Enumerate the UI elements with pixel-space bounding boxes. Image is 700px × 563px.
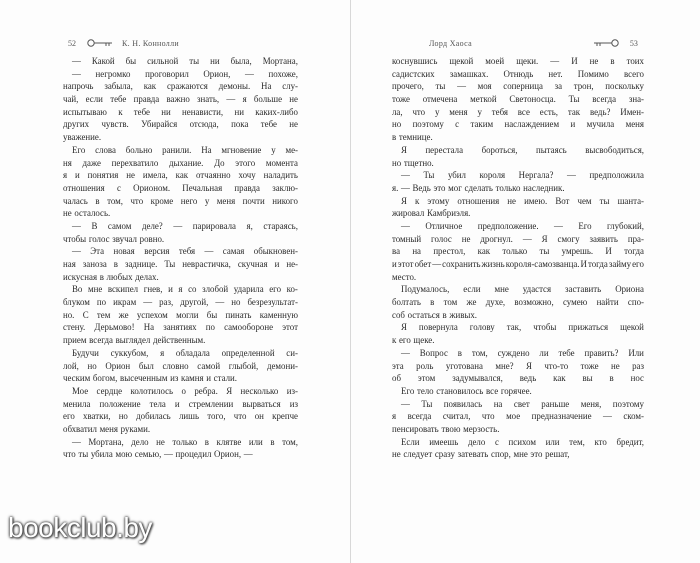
text-line: об этом задумывался, ведь как вы в нос — [392, 373, 644, 384]
text-line: но. С тем же успехом могли бы пинать каменную — [63, 309, 298, 320]
text-line: коснувшись щекой моей щеки. — И не в тоих — [392, 56, 644, 66]
text-line: что ты убила мою семью, — процедил Орион, — — [63, 449, 253, 460]
text-line: томный голос не дрогнул. — Я смогу заявить пра- — [392, 233, 644, 244]
text-line: Я к этому отношения не имею. Вот чем ты шанта- — [401, 195, 644, 206]
text-line: напрочь забыла, как сражаются демоны. На слу- — [63, 81, 298, 92]
text-line: Я перестала бороться, пытаясь высвободиться, — [401, 144, 644, 155]
text-line: — Мортана, дело не только в клятве или в том, — [72, 436, 298, 447]
text-line: я всегда считал, что мое предназначение — ском- — [392, 411, 644, 422]
text-line: его хватки, но добилась лишь того, что он крепче — [63, 411, 298, 422]
text-line: — негромко проговорил Орион, — похоже, — [72, 68, 298, 79]
text-line: ва на престол, как только ты умрешь. И тогда — [392, 246, 644, 257]
text-line: отношения с Орионом. Печальная правда заклю- — [63, 182, 298, 193]
text-line: Будучи суккубом, я обладала определенной си- — [72, 347, 298, 358]
text-line: ла, что у меня у тебя все есть, так ведь? Имен- — [392, 106, 644, 117]
text-line: искусная в любых делах. — [63, 271, 159, 282]
key-ornament-icon — [590, 38, 620, 48]
right-running-header: Лорд Хаоса — [429, 38, 472, 48]
text-line: чтобы голос звучал ровно. — [63, 233, 165, 244]
key-ornament-icon — [86, 38, 116, 48]
text-line: Я повернула голову так, чтобы прижаться щекой — [401, 322, 644, 333]
text-line: — Какой бы сильной ты ни была, Мортана, — [72, 56, 298, 66]
text-line: пенсировать твою мерзость. — [392, 423, 500, 434]
text-line: но тщетно. — [392, 157, 434, 168]
text-line: соб остаться в живых. — [392, 309, 478, 320]
text-line: я. — Ведь это мог сделать только наследник. — [392, 182, 565, 193]
text-line: тоже отмечена меткой Светоносца. Ты всегда зна- — [392, 94, 644, 105]
text-line: не следует сразу затевать спор, мне это решат, — [392, 449, 570, 460]
text-line: и этот обет — сохранить жизнь короля-самозванца. И тогда займу его — [392, 259, 644, 269]
text-line: блуком по икрам — раз, другой, — но безрезультат- — [63, 297, 298, 308]
left-running-header: К. Н. Коннолли — [122, 38, 179, 48]
text-line: ческим богом, высеченным из камня и стали. — [63, 373, 238, 384]
text-line: но поэтому с таким наслаждением и мучила меня — [392, 119, 644, 130]
text-line: уважение. — [63, 132, 102, 143]
text-line: Если имеешь дело с психом или тем, кто бредит, — [401, 436, 644, 447]
page-number-right: 53 — [629, 38, 638, 48]
text-line: ная заноза в заднице. Ты неврастичка, скучная и не- — [63, 259, 298, 269]
text-line: — Ты убил короля Нергала? — предположила — [401, 170, 644, 181]
text-line: жировал Камбриэля. — [392, 208, 471, 219]
left-page-header — [68, 38, 179, 48]
page-number-left: 52 — [68, 38, 76, 48]
text-line: эта роль уготована мне? Я что-то тоже не раз — [392, 360, 644, 371]
text-line: прием всегда выглядел действенным. — [63, 335, 206, 346]
text-line: — В самом деле? — парировала я, стараясь, — [72, 220, 298, 231]
text-line: менила положение тела и стремлении вырваться из — [63, 398, 298, 409]
text-line: я и понятия не имела, как отчаянно хочу наладить — [63, 170, 298, 181]
text-line: не осталось. — [63, 208, 111, 219]
right-page-text — [392, 55, 644, 461]
text-line: садистских замашках. Отнюдь нет. Помимо всего — [392, 68, 644, 79]
text-line: ня даже перехватило дыхание. До этого момента — [63, 157, 298, 168]
right-page-header — [429, 38, 638, 48]
text-line: Его слова больно ранили. На мгновение у ме- — [72, 144, 298, 155]
text-line: — Эта новая версия тебя — самая обыкновен- — [72, 246, 298, 257]
text-line: других чувств. Убирайся отсюда, пока тебе не — [63, 119, 298, 130]
text-line: — Ты появилась на свет раньше меня, поэтому — [401, 398, 644, 409]
text-line: чалась в том, что кроме него у меня почти никого — [63, 195, 298, 206]
text-line: место. — [392, 271, 417, 282]
text-line: Подумалось, если мне удастся заставить Ориона — [401, 284, 644, 295]
text-line: стену. Дерьмово! На занятиях по самообороне этот — [63, 322, 298, 333]
text-line: прочего, ты — моя соперница за трон, поскольку — [392, 81, 644, 92]
text-line: обхватил меня руками. — [63, 423, 151, 434]
text-line: к его щеке. — [392, 335, 435, 346]
watermark: bookclub.by — [8, 512, 152, 543]
text-line: болтать в том же духе, возможно, сумею найти спо- — [392, 297, 644, 308]
text-line: Мое сердце колотилось о ребра. Я несколько из- — [72, 385, 298, 396]
text-line: Во мне вскипел гнев, и я со злобой ударила его ко- — [72, 284, 298, 295]
text-line: испытываю к тебе ни ненависти, ни каких-либо — [63, 106, 298, 117]
text-line: в темнице. — [392, 132, 433, 143]
text-line: — Отличное предположение. — Его глубокий, — [401, 220, 644, 231]
text-line: лой, но Орион был словно самой глыбой, демони- — [63, 360, 298, 371]
text-line: чай, если тебе правда важно знать, — я больше не — [63, 94, 298, 105]
left-page-text — [63, 55, 298, 461]
right-page — [350, 0, 700, 563]
text-line: — Вопрос в том, суждено ли тебе править? Или — [401, 347, 644, 358]
text-line: Его тело становилось все горячее. — [401, 385, 532, 396]
